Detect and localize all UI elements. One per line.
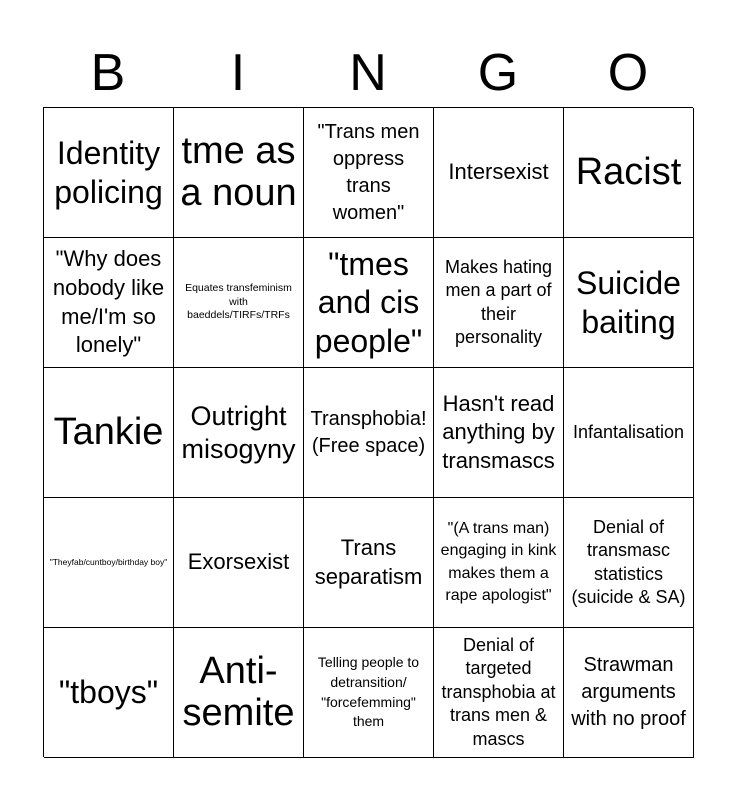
- header-letter-o: O: [607, 44, 649, 102]
- bingo-cell-r1-c4[interactable]: Intersexist: [434, 108, 564, 238]
- bingo-cell-r2-c4[interactable]: Makes hating men a part of their personality: [434, 238, 564, 368]
- header-letter-n: N: [349, 44, 387, 102]
- bingo-cell-r3-c3[interactable]: Transphobia! (Free space): [304, 368, 434, 498]
- bingo-cell-r3-c2[interactable]: Outright misogyny: [174, 368, 304, 498]
- bingo-cell-r4-c5[interactable]: Denial of transmasc statistics (suicide & SA): [564, 498, 694, 628]
- bingo-cell-r4-c1[interactable]: "Theyfab/cuntboy/birthday boy": [44, 498, 174, 628]
- bingo-cell-r4-c3[interactable]: Trans separatism: [304, 498, 434, 628]
- bingo-cell-r5-c3[interactable]: Telling people to detransition/ "forcefemming" them: [304, 628, 434, 758]
- bingo-cell-r2-c2[interactable]: Equates transfeminism with baeddels/TIRFs/TRFs: [174, 238, 304, 368]
- bingo-cell-r2-c5[interactable]: Suicide baiting: [564, 238, 694, 368]
- bingo-cell-r1-c3[interactable]: "Trans men oppress trans women": [304, 108, 434, 238]
- bingo-board: [43, 107, 693, 757]
- bingo-cell-r5-c5[interactable]: Strawman arguments with no proof: [564, 628, 694, 758]
- header-letter-g: G: [477, 44, 519, 102]
- bingo-cell-r1-c2[interactable]: tme as a noun: [174, 108, 304, 238]
- bingo-cell-r3-c1[interactable]: Tankie: [44, 368, 174, 498]
- bingo-cell-r5-c1[interactable]: "tboys": [44, 628, 174, 758]
- bingo-cell-r5-c4[interactable]: Denial of targeted transphobia at trans men & mascs: [434, 628, 564, 758]
- header-letter-b: B: [90, 44, 126, 102]
- bingo-cell-r4-c4[interactable]: "(A trans man) engaging in kink makes them a rape apologist": [434, 498, 564, 628]
- bingo-cell-r5-c2[interactable]: Anti-semite: [174, 628, 304, 758]
- bingo-cell-r1-c5[interactable]: Racist: [564, 108, 694, 238]
- header-letter-i: I: [230, 44, 246, 102]
- bingo-cell-r3-c4[interactable]: Hasn't read anything by transmascs: [434, 368, 564, 498]
- bingo-cell-r2-c3[interactable]: "tmes and cis people": [304, 238, 434, 368]
- bingo-cell-r1-c1[interactable]: Identity policing: [44, 108, 174, 238]
- bingo-header: [43, 40, 693, 106]
- bingo-cell-r4-c2[interactable]: Exorsexist: [174, 498, 304, 628]
- bingo-cell-r3-c5[interactable]: Infantalisation: [564, 368, 694, 498]
- bingo-cell-r2-c1[interactable]: "Why does nobody like me/I'm so lonely": [44, 238, 174, 368]
